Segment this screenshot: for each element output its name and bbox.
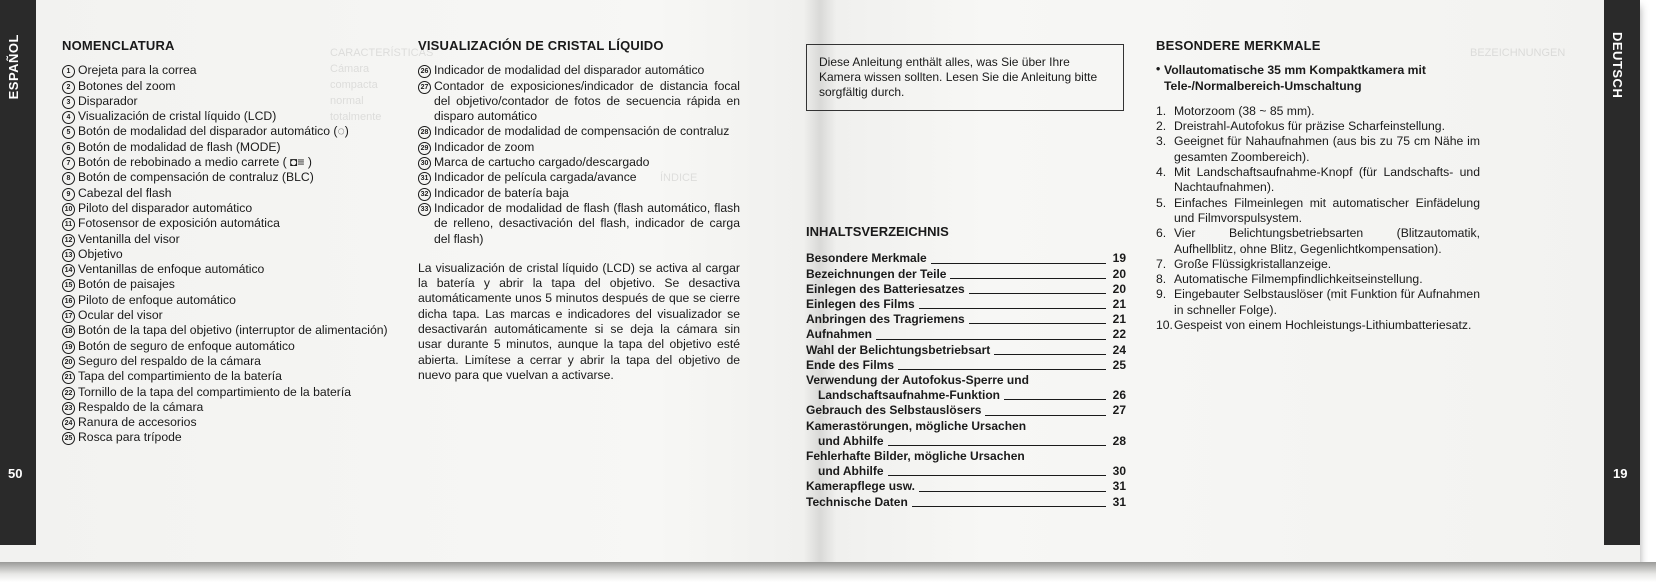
toc-entry-text: Ende des Films <box>806 357 895 372</box>
circled-number: 12 <box>62 234 75 247</box>
merkmale-item <box>1156 272 1480 287</box>
circled-number: 31 <box>418 172 431 185</box>
lcd-item-text: Marca de cartucho cargado/descargado <box>434 155 650 170</box>
nomenclatura-item-text: Botón de modalidad del disparador automático (◌) <box>78 124 349 139</box>
toc-page-number: 28 <box>1112 433 1126 448</box>
toc-entry-text: Einlegen des Films <box>806 296 915 311</box>
nomenclatura-item <box>62 232 392 247</box>
merkmale-item-text: Große Flüssigkristallanzeige. <box>1174 256 1332 271</box>
nomenclatura-item <box>62 140 392 155</box>
toc-row <box>806 312 1126 327</box>
merkmale-item <box>1156 165 1480 196</box>
circled-number: 18 <box>62 325 75 338</box>
circled-number: 15 <box>62 279 75 292</box>
nomenclatura-item-text: Rosca para trípode <box>78 430 182 445</box>
merkmale-item-number: 8. <box>1156 272 1167 287</box>
toc-leader-line <box>1004 399 1106 400</box>
nomenclatura-item-text: Visualización de cristal líquido (LCD) <box>78 109 277 124</box>
toc-entry-text: und Abhilfe <box>818 433 884 448</box>
circled-number: 8 <box>62 172 75 185</box>
lcd-item <box>418 140 740 155</box>
nomenclatura-item-text: Tapa del compartimiento de la batería <box>78 369 282 384</box>
toc-page-number: 20 <box>1112 281 1126 296</box>
page-number-left: 50 <box>8 466 23 481</box>
merkmale-item <box>1156 134 1480 165</box>
nomenclatura-item-text: Botón de paisajes <box>78 277 175 292</box>
nomenclatura-item <box>62 262 392 277</box>
lcd-section <box>418 38 740 383</box>
merkmale-item-number: 1. <box>1156 103 1167 118</box>
toc-page-number: 19 <box>1112 251 1126 266</box>
circled-number: 10 <box>62 203 75 216</box>
lcd-item-text: Indicador de modalidad de flash (flash automático, flash de relleno, desactivación del flash, indicador de carga del flash) <box>434 200 740 246</box>
nomenclatura-item-text: Seguro del respaldo de la cámara <box>78 353 261 368</box>
nomenclatura-item-text: Ventanilla del visor <box>78 231 180 246</box>
nomenclatura-item <box>62 79 392 94</box>
nomenclatura-item-text: Orejeta para la correa <box>78 63 197 78</box>
circled-number: 21 <box>62 371 75 384</box>
merkmale-item-number: 9. <box>1156 287 1167 302</box>
toc-row <box>806 327 1126 342</box>
toc-page-number: 22 <box>1112 327 1126 342</box>
toc-leader-line <box>931 263 1106 264</box>
nomenclatura-item-text: Botón de rebobinado a medio carrete ( ◘≡ ) <box>78 155 312 170</box>
toc-row <box>806 403 1126 418</box>
merkmale-item-number: 7. <box>1156 256 1167 271</box>
nomenclatura-item-text: Botón de compensación de contraluz (BLC) <box>78 170 314 185</box>
nomenclatura-item <box>62 94 392 109</box>
toc-leader-line <box>919 491 1106 492</box>
nomenclatura-item-text: Tornillo de la tapa del compartimiento de la batería <box>78 384 352 399</box>
circled-number: 33 <box>418 203 431 216</box>
circled-number: 11 <box>62 218 75 231</box>
merkmale-item-number: 2. <box>1156 119 1167 134</box>
merkmale-headline: • Vollautomatische 35 mm Kompaktkamera mit Tele-/Normalbereich-Umschaltung <box>1156 63 1480 94</box>
merkmale-item <box>1156 196 1480 227</box>
circled-number: 22 <box>62 387 75 400</box>
toc-entry-text: Besondere Merkmale <box>806 251 927 266</box>
language-label-espanol: ESPAÑOL <box>6 34 21 100</box>
merkmale-section <box>1156 38 1480 333</box>
lcd-item <box>418 201 740 247</box>
lcd-item <box>418 79 740 125</box>
merkmale-item-text: Motorzoom (38 ~ 85 mm). <box>1174 103 1315 118</box>
lcd-item <box>418 155 740 170</box>
merkmale-item-text: Mit Landschaftsaufnahme-Knopf (für Landschafts- und Nachtaufnahmen). <box>1174 165 1480 195</box>
toc-row <box>806 358 1126 373</box>
nomenclatura-item-text: Ranura de accesorios <box>78 415 197 430</box>
nomenclatura-item-text: Botones del zoom <box>78 78 176 93</box>
nomenclatura-item <box>62 293 392 308</box>
toc-page-number: 30 <box>1112 464 1126 479</box>
circled-number: 6 <box>62 142 75 155</box>
nomenclatura-item-text: Piloto de enfoque automático <box>78 292 236 307</box>
toc-page-number: 24 <box>1112 342 1126 357</box>
circled-number: 2 <box>62 81 75 94</box>
nomenclatura-item <box>62 216 392 231</box>
toc-leader-line <box>985 415 1106 416</box>
merkmale-item <box>1156 226 1480 257</box>
toc-row <box>806 343 1126 358</box>
toc-entry-text: Technische Daten <box>806 494 908 509</box>
nomenclatura-item <box>62 308 392 323</box>
toc-leader-line <box>994 354 1106 355</box>
merkmale-item-text: Vier Belichtungsbetriebsarten (Blitzautomatik, Aufhellblitz, ohne Blitz, Gegenlichtkompensation). <box>1174 226 1480 256</box>
toc-row <box>806 388 1126 403</box>
merkmale-item-number: 3. <box>1156 134 1167 149</box>
nomenclatura-item <box>62 201 392 216</box>
circled-number: 23 <box>62 402 75 415</box>
lcd-list <box>418 63 740 247</box>
left-edge-tab <box>0 0 36 545</box>
circled-number: 19 <box>62 341 75 354</box>
nomenclatura-item-text: Fotosensor de exposición automática <box>78 216 280 231</box>
inhalt-section <box>806 38 1126 510</box>
circled-number: 24 <box>62 417 75 430</box>
lcd-item <box>418 186 740 201</box>
merkmale-item <box>1156 318 1480 333</box>
nomenclatura-item <box>62 63 392 78</box>
toc-row <box>806 297 1126 312</box>
page-shadow <box>0 562 1656 582</box>
nomenclatura-section <box>62 38 392 446</box>
toc-page-number: 27 <box>1112 403 1126 418</box>
merkmale-item-text: Geeignet für Nahaufnahmen (aus bis zu 75 cm Nähe im gesamten Zoombereich). <box>1174 134 1480 164</box>
show-through-text: BEZEICHNUNGEN <box>1470 47 1566 59</box>
circled-number: 1 <box>62 65 75 78</box>
toc-list <box>806 251 1126 509</box>
toc-row <box>806 464 1126 479</box>
toc-entry-text: Bezeichnungen der Teile <box>806 266 947 281</box>
nomenclatura-item-text: Disparador <box>78 93 138 108</box>
merkmale-item-text: Automatische Filmempfindlichkeitseinstellung. <box>1174 272 1423 287</box>
toc-page-number: 31 <box>1112 479 1126 494</box>
toc-entry-text: Gebrauch des Selbstauslösers <box>806 403 982 418</box>
circled-number: 26 <box>418 65 431 78</box>
circled-number: 25 <box>62 432 75 445</box>
toc-leader-line <box>919 308 1106 309</box>
circled-number: 3 <box>62 96 75 109</box>
merkmale-item <box>1156 257 1480 272</box>
circled-number: 28 <box>418 126 431 139</box>
nomenclatura-item <box>62 385 392 400</box>
toc-entry-text: Aufnahmen <box>806 327 872 342</box>
toc-row <box>806 495 1126 510</box>
merkmale-item-number: 10. <box>1156 318 1173 333</box>
toc-entry-text: Wahl der Belichtungsbetriebsart <box>806 342 991 357</box>
nomenclatura-item-text: Cabezal del flash <box>78 185 172 200</box>
merkmale-item-number: 6. <box>1156 226 1167 241</box>
toc-leader-line <box>898 369 1106 370</box>
nomenclatura-title: NOMENCLATURA <box>62 38 175 53</box>
toc-entry-text: und Abhilfe <box>818 464 884 479</box>
toc-multiline-entry <box>806 419 1126 449</box>
toc-page-number: 26 <box>1112 388 1126 403</box>
nomenclatura-item-text: Botón de la tapa del objetivo (interruptor de alimentación) <box>78 323 388 338</box>
merkmale-item-text: Einfaches Filmeinlegen mit automatischer Einfädelung und Filmvorspulsystem. <box>1174 195 1480 225</box>
toc-row <box>806 267 1126 282</box>
nomenclatura-item <box>62 155 392 170</box>
nomenclatura-item-text: Objetivo <box>78 246 123 261</box>
toc-leader-line <box>969 293 1106 294</box>
toc-leader-line <box>876 339 1106 340</box>
nomenclatura-item-text: Ventanillas de enfoque automático <box>78 262 265 277</box>
nomenclatura-item-text: Botón de seguro de enfoque automático <box>78 338 295 353</box>
merkmale-item-number: 4. <box>1156 165 1167 180</box>
toc-leader-line <box>888 475 1106 476</box>
page-number-right: 19 <box>1613 466 1628 481</box>
toc-page-number: 25 <box>1112 357 1126 372</box>
toc-entry-text: Anbringen des Tragriemens <box>806 312 965 327</box>
circled-number: 16 <box>62 295 75 308</box>
toc-multiline-entry <box>806 449 1126 479</box>
toc-leader-line <box>912 506 1106 507</box>
toc-row <box>806 251 1126 266</box>
lcd-title: VISUALIZACIÓN DE CRISTAL LÍQUIDO <box>418 38 664 53</box>
nomenclatura-item <box>62 339 392 354</box>
circled-number: 4 <box>62 111 75 124</box>
toc-entry-text: Kamerapflege usw. <box>806 479 915 494</box>
toc-leader-line <box>969 323 1106 324</box>
lcd-item-text: Contador de exposiciones/indicador de distancia focal del objetivo/contador de fotos de secuencia rápida en disparo automático <box>434 78 740 124</box>
toc-title: INHALTSVERZEICHNIS <box>806 224 949 239</box>
language-label-deutsch: DEUTSCH <box>1610 32 1625 99</box>
merkmale-item <box>1156 104 1480 119</box>
toc-entry-text: Kamerastörungen, mögliche Ursachen <box>806 418 1027 433</box>
show-through-text: ÍNDICE <box>660 172 698 184</box>
nomenclatura-list <box>62 63 392 445</box>
nomenclatura-item <box>62 186 392 201</box>
nomenclatura-item-text: Botón de modalidad de flash (MODE) <box>78 139 281 154</box>
circled-number: 27 <box>418 81 431 94</box>
circled-number: 7 <box>62 157 75 170</box>
nomenclatura-item <box>62 415 392 430</box>
circled-number: 14 <box>62 264 75 277</box>
nomenclatura-item <box>62 124 392 139</box>
merkmale-item-number: 5. <box>1156 195 1167 210</box>
nomenclatura-item <box>62 247 392 262</box>
toc-page-number: 20 <box>1112 266 1126 281</box>
merkmale-item <box>1156 119 1480 134</box>
nomenclatura-item-text: Ocular del visor <box>78 308 163 323</box>
toc-entry-text: Fehlerhafte Bilder, mögliche Ursachen <box>806 448 1025 463</box>
nomenclatura-item <box>62 369 392 384</box>
lcd-item-text: Indicador de película cargada/avance <box>434 170 637 185</box>
notice-box: Diese Anleitung enthält alles, was Sie über Ihre Kamera wissen sollten. Lesen Sie die Anleitung bitte sorgfältig durch. <box>806 44 1124 111</box>
nomenclatura-item-text: Respaldo de la cámara <box>78 399 204 414</box>
toc-row <box>806 479 1126 494</box>
lcd-paragraph: La visualización de cristal líquido (LCD) se activa al cargar la batería y abrir la tapa del objetivo. Se desactiva automáticamente unos 5 minutos después de que se cierre dicha tapa. Las marcas e indicadores del visualizador se desactivarán automáticamente si se deja la cámara sin usar durante 5 minutos, aunque la tapa del objetivo esté abierta. Limítese a cerrar y abrir la tapa del objetivo de nuevo para que vuelvan a activarse. <box>418 260 740 382</box>
nomenclatura-item <box>62 109 392 124</box>
nomenclatura-item <box>62 400 392 415</box>
circled-number: 13 <box>62 249 75 262</box>
circled-number: 5 <box>62 126 75 139</box>
lcd-item <box>418 63 740 78</box>
toc-row <box>806 282 1126 297</box>
lcd-item-text: Indicador de batería baja <box>434 185 569 200</box>
circled-number: 20 <box>62 356 75 369</box>
circled-number: 30 <box>418 157 431 170</box>
toc-entry-text: Verwendung der Autofokus-Sperre und <box>806 372 1029 387</box>
nomenclatura-item <box>62 277 392 292</box>
merkmale-title: BESONDERE MERKMALE <box>1156 38 1321 53</box>
lcd-item-text: Indicador de modalidad del disparador automático <box>434 63 705 78</box>
toc-page-number: 21 <box>1112 296 1126 311</box>
right-edge-tab <box>1604 0 1640 545</box>
toc-multiline-entry <box>806 373 1126 403</box>
toc-leader-line <box>888 445 1106 446</box>
circled-number: 29 <box>418 142 431 155</box>
merkmale-item-text: Dreistrahl-Autofokus für präzise Scharfeinstellung. <box>1174 119 1445 134</box>
show-through-text: CARACTERÍSTICAS Cámara compacta normal totalmente <box>330 47 434 123</box>
merkmale-item-text: Eingebauter Selbstauslöser (mit Funktion für Aufnahmen in schneller Folge). <box>1174 287 1480 317</box>
nomenclatura-item <box>62 170 392 185</box>
toc-page-number: 31 <box>1112 494 1126 509</box>
lcd-item <box>418 124 740 139</box>
lcd-item <box>418 170 740 185</box>
lcd-item-text: Indicador de zoom <box>434 139 535 154</box>
circled-number: 17 <box>62 310 75 323</box>
toc-entry-text: Landschaftsaufnahme-Funktion <box>818 388 1001 403</box>
merkmale-item-text: Gespeist von einem Hochleistungs-Lithiumbatteriesatz. <box>1174 318 1472 333</box>
toc-row <box>806 434 1126 449</box>
nomenclatura-item <box>62 354 392 369</box>
lcd-item-text: Indicador de modalidad de compensación de contraluz <box>434 124 730 139</box>
nomenclatura-item <box>62 430 392 445</box>
merkmale-item <box>1156 287 1480 318</box>
nomenclatura-item-text: Piloto del disparador automático <box>78 200 253 215</box>
nomenclatura-item <box>62 323 392 338</box>
circled-number: 9 <box>62 188 75 201</box>
toc-entry-text: Einlegen des Batteriesatzes <box>806 281 965 296</box>
circled-number: 32 <box>418 188 431 201</box>
merkmale-list <box>1156 104 1480 333</box>
toc-page-number: 21 <box>1112 312 1126 327</box>
toc-leader-line <box>950 278 1106 279</box>
